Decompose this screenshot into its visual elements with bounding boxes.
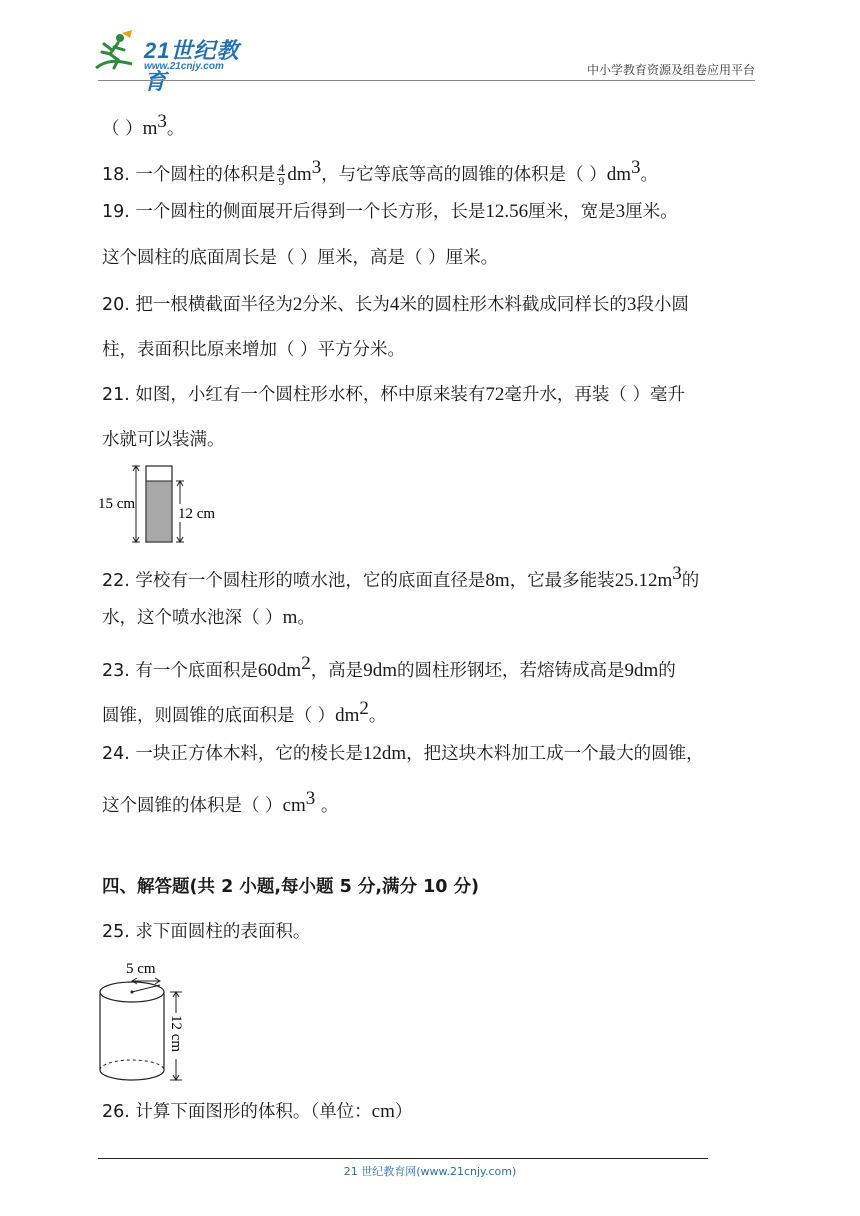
cup-water [147, 481, 172, 541]
question-21-line2: 水就可以装满。 [102, 430, 225, 450]
footer-text[interactable]: 21 世纪教育网(www.21cnjy.com) [343, 1165, 517, 1178]
cylinder-bottom-front [100, 1070, 164, 1080]
question-21-line1: 21. 如图，小红有一个圆柱形水杯，杯中原来装有72毫升水，再装（ ）毫升 [102, 384, 685, 405]
section-4-title: 四、解答题(共 2 小题,每小题 5 分,满分 10 分) [102, 877, 480, 897]
runner-logo-icon [92, 30, 142, 74]
page-header [0, 0, 860, 94]
question-18: 18. 一个圆柱的体积是 $\frac{4}{9}$ $dm^3$，与它等底等高的圆锥的体积是（ ）$dm^3$。 [102, 157, 659, 189]
header-divider [98, 80, 755, 81]
question-19-line2: 这个圆柱的底面周长是（ ）厘米，高是（ ）厘米。 [102, 248, 499, 268]
cylinder-bottom-back [100, 1060, 164, 1070]
outer-height-label: 15 cm [98, 496, 136, 512]
question-23-line1: 23. 有一个底面积是$60dm^2$，高是9dm的圆柱形钢坯，若熔铸成高是9dm的 [102, 653, 676, 681]
radius-label: 5 cm [126, 961, 156, 977]
question-22-line1: 22. 学校有一个圆柱形的喷水池，它的底面直径是8m，它最多能装$25.12m^3$的 [102, 563, 700, 591]
question-24-line2: 这个圆锥的体积是（ ）$cm^3$ 。 [102, 788, 339, 816]
cup-figure [96, 462, 236, 546]
question-25: 25. 求下面圆柱的表面积。 [102, 922, 311, 942]
question-26: 26. 计算下面图形的体积。（单位：cm） [102, 1101, 413, 1122]
question-20-line1: 20. 把一根横截面半径为2分米、长为4米的圆柱形木料截成同样长的3段小圆 [102, 294, 689, 315]
question-22-line2: 水，这个喷水池深（ ）m。 [102, 607, 315, 628]
question-19-line1: 19. 一个圆柱的侧面展开后得到一个长方形，长是12.56厘米，宽是3厘米。 [102, 201, 678, 222]
line-q17-end: （ ）$m^3$。 [102, 111, 185, 139]
header-platform-text: 中小学教育资源及组卷应用平台 [586, 63, 755, 77]
footer-divider [98, 1158, 708, 1159]
site-logo[interactable] [92, 30, 262, 94]
fraction: $\frac{4}{9}$ [278, 161, 285, 189]
question-20-line2: 柱，表面积比原来增加（ ）平方分米。 [102, 340, 406, 360]
height-label: 12 cm [168, 1015, 184, 1053]
question-23-line2: 圆锥，则圆锥的底面积是（ ）$dm^2$。 [102, 698, 387, 726]
logo-text: 21世纪教育 [144, 38, 240, 94]
question-24-line1: 24. 一块正方体木料，它的棱长是12dm，把这块木料加工成一个最大的圆锥， [102, 743, 704, 764]
logo-url: www.21cnjy.com [144, 61, 224, 72]
inner-height-label: 12 cm [178, 506, 216, 522]
cylinder-figure [94, 955, 204, 1087]
